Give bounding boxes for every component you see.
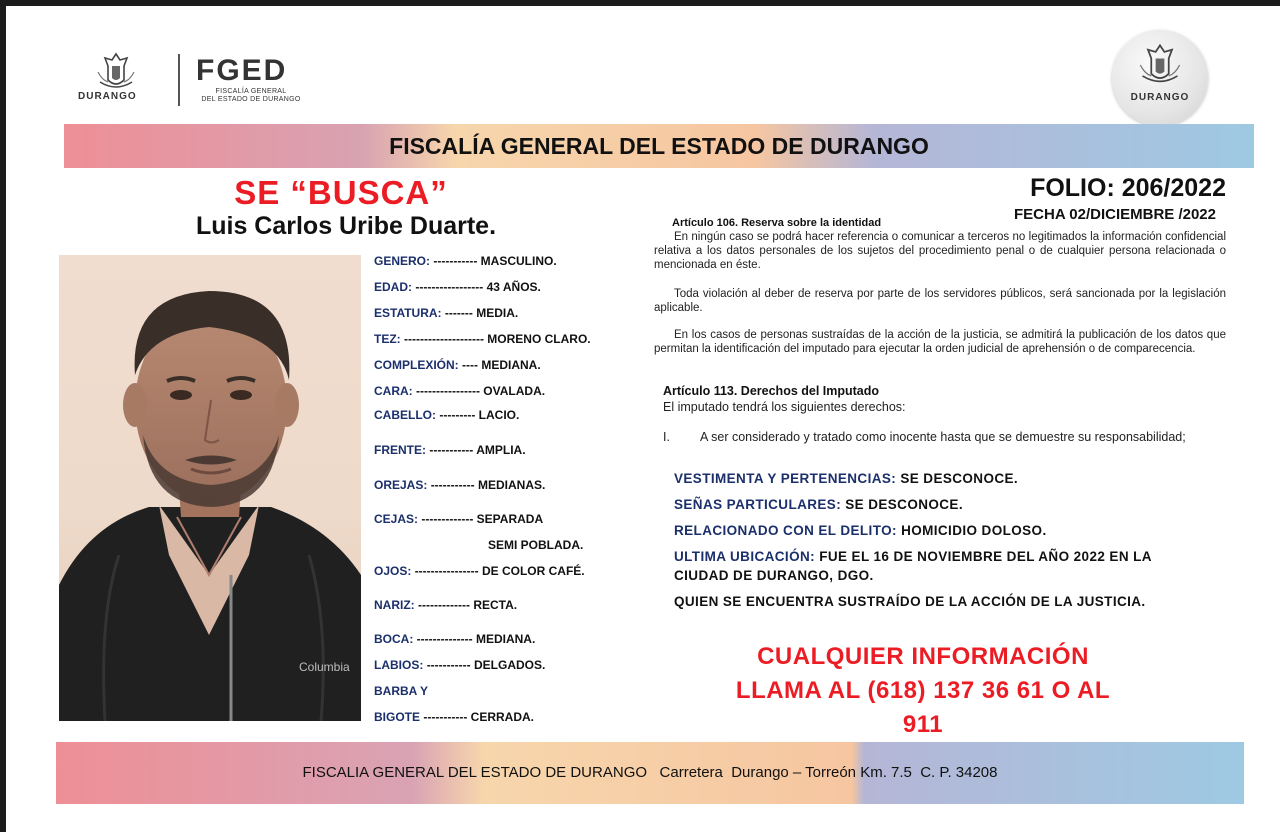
seal-label: DURANGO [1130, 92, 1190, 103]
descriptor-dashes: -------------------- [404, 332, 484, 346]
descriptor-cabello [374, 408, 519, 422]
descriptor-nariz [374, 598, 517, 612]
descriptor-edad [374, 280, 541, 294]
descriptor-value: OVALADA. [483, 384, 546, 398]
art106-paragraph-2: Toda violación al deber de reserva por parte de los servidores públicos, será sancionada por la legislación aplicable. [654, 288, 1226, 314]
descriptor-cejas [374, 512, 543, 526]
detail-delito [674, 523, 1047, 538]
descriptor-labios [374, 658, 545, 672]
descriptor-value: MORENO CLARO. [487, 332, 591, 346]
descriptor-dashes: ------- [444, 306, 473, 320]
descriptor-label: GENERO: [374, 254, 431, 268]
detail-value: FUE EL 16 DE NOVIEMBRE DEL AÑO 2022 EN LA [819, 549, 1152, 564]
wanted-poster [6, 6, 1280, 832]
descriptor-dashes: --------- [439, 408, 476, 422]
descriptor-value: MEDIA. [476, 306, 519, 320]
descriptor-dashes: ----------- [426, 658, 471, 672]
descriptor-value: SEPARADA [476, 512, 544, 526]
descriptor-cejas-cont [488, 538, 583, 552]
descriptor-bigote [374, 710, 534, 724]
fged-subtitle [198, 88, 304, 104]
descriptor-value: LACIO. [478, 408, 520, 422]
descriptor-label: CEJAS: [374, 512, 419, 526]
descriptor-orejas [374, 478, 545, 492]
descriptor-value: SEMI POBLADA. [488, 538, 584, 552]
jacket-brand: Columbia [299, 660, 350, 674]
descriptor-value: MEDIANA. [481, 358, 541, 372]
suspect-photo [59, 255, 361, 721]
descriptor-frente [374, 443, 526, 457]
descriptor-complexion [374, 358, 541, 372]
descriptor-dashes: ---------------- [414, 564, 479, 578]
descriptor-value: DE COLOR CAFÉ. [481, 564, 585, 578]
detail-vestimenta [674, 471, 1018, 486]
descriptor-label: LABIOS: [374, 658, 424, 672]
descriptor-label: ESTATURA: [374, 306, 442, 320]
cta-line-3: 911 [902, 711, 944, 738]
detail-value: HOMICIDIO DOLOSO. [901, 523, 1047, 538]
descriptor-tez [374, 332, 591, 346]
art113-title: Artículo 113. Derechos del Imputado [663, 384, 880, 398]
art106-title: Artículo 106. Reserva sobre la identidad [672, 217, 882, 229]
descriptor-ojos [374, 564, 585, 578]
portrait-illustration [59, 255, 361, 721]
detail-value: SE DESCONOCE. [845, 497, 963, 512]
contact-call-to-action [696, 640, 1150, 742]
page-title: FISCALÍA GENERAL DEL ESTADO DE DURANGO [389, 133, 929, 159]
descriptor-value: CERRADA. [470, 710, 535, 724]
descriptor-dashes: ---- [462, 358, 478, 372]
descriptor-label: TEZ: [374, 332, 401, 346]
title-band [64, 124, 1254, 168]
detail-value: SE DESCONOCE. [900, 471, 1019, 486]
descriptor-dashes: -------------- [416, 632, 473, 646]
descriptor-value: 43 AÑOS. [486, 280, 541, 294]
descriptor-value: RECTA. [473, 598, 518, 612]
detail-label: ULTIMA UBICACIÓN: [674, 549, 816, 564]
descriptor-label: BOCA: [374, 632, 414, 646]
descriptor-label: CARA: [374, 384, 413, 398]
footer-address: FISCALIA GENERAL DEL ESTADO DE DURANGO Carretera Durango – Torreón Km. 7.5 C. P. 34208 [302, 764, 998, 781]
detail-label: SEÑAS PARTICULARES: [674, 497, 842, 512]
logo-divider [178, 54, 180, 106]
descriptor-value: MEDIANA. [475, 632, 536, 646]
crest-icon [94, 52, 138, 92]
folio-number: FOLIO: 206/2022 [1030, 174, 1226, 202]
descriptor-value: MEDIANAS. [478, 478, 546, 492]
fged-subtitle-line1: FISCALÍA GENERAL [215, 88, 287, 95]
cta-line-1: CUALQUIER INFORMACIÓN [757, 643, 1089, 670]
descriptor-label: BARBA Y [374, 684, 429, 698]
wanted-headline: SE “BUSCA” [234, 174, 448, 211]
descriptor-boca [374, 632, 535, 646]
descriptor-cara [374, 384, 545, 398]
descriptor-dashes: ------------- [421, 512, 474, 526]
fged-subtitle-line2: DEL ESTADO DE DURANGO [201, 96, 301, 103]
art106-paragraph-3: En los casos de personas sustraídas de la acción de la justicia, se admitirá la publicación de los datos que permitan la identificación del imputado para ejecutar la orden judicial de aprehensión o de comparecencia. [654, 329, 1226, 355]
descriptor-dashes: ------------- [418, 598, 470, 612]
descriptor-label: COMPLEXIÓN: [374, 358, 459, 372]
person-name: Luis Carlos Uribe Duarte. [195, 212, 497, 240]
detail-label: RELACIONADO CON EL DELITO: [674, 523, 897, 538]
detail-senas [674, 497, 963, 512]
fged-wordmark: FGED [196, 54, 288, 87]
art106-paragraph-1: En ningún caso se podrá hacer referencia o comunicar a terceros no legitimados la información confidencial relativa a los datos personales de los sujetos del procedimiento penal o de cualquier persona relacionada o mencionada en éste. [654, 231, 1226, 271]
descriptor-label: OJOS: [374, 564, 412, 578]
art113-item-number: I. [663, 430, 670, 444]
descriptor-label: EDAD: [374, 280, 412, 294]
detail-label: VESTIMENTA Y PERTENENCIAS: [674, 471, 897, 486]
crest-label: DURANGO [78, 91, 137, 102]
fged-logo [74, 50, 314, 110]
descriptor-barba [374, 684, 428, 698]
descriptor-value: DELGADOS. [474, 658, 546, 672]
descriptor-label: CABELLO: [374, 408, 436, 422]
descriptor-value: MASCULINO. [480, 254, 557, 268]
descriptor-genero [374, 254, 557, 268]
descriptor-label: OREJAS: [374, 478, 428, 492]
descriptor-value: AMPLIA. [476, 443, 526, 457]
descriptor-label: BIGOTE [374, 710, 421, 724]
footer-band [56, 742, 1244, 804]
descriptor-dashes: ----------- [430, 478, 475, 492]
descriptor-dashes: ----------- [433, 254, 478, 268]
cta-line-2: LLAMA AL (618) 137 36 61 O AL [735, 677, 1111, 704]
detail-ubicacion [674, 549, 1152, 564]
notice-date: FECHA 02/DICIEMBRE /2022 [1013, 206, 1216, 223]
detail-sustraido: QUIEN SE ENCUENTRA SUSTRAÍDO DE LA ACCIÓN DE LA JUSTICIA. [674, 594, 1146, 609]
descriptor-label: NARIZ: [374, 598, 415, 612]
crest-icon [1136, 42, 1184, 88]
descriptor-label: FRENTE: [374, 443, 426, 457]
descriptor-estatura [374, 306, 518, 320]
descriptor-dashes: ----------- [429, 443, 474, 457]
art113-item-text: A ser considerado y tratado como inocente hasta que se demuestre su responsabilidad; [700, 430, 1186, 444]
descriptor-dashes: ----------------- [415, 280, 484, 294]
durango-seal [1112, 30, 1208, 126]
art113-intro: El imputado tendrá los siguientes derechos: [663, 400, 906, 414]
detail-ubicacion-cont: CIUDAD DE DURANGO, DGO. [674, 568, 874, 583]
descriptor-dashes: ---------------- [416, 384, 480, 398]
descriptor-dashes: ----------- [423, 710, 468, 724]
